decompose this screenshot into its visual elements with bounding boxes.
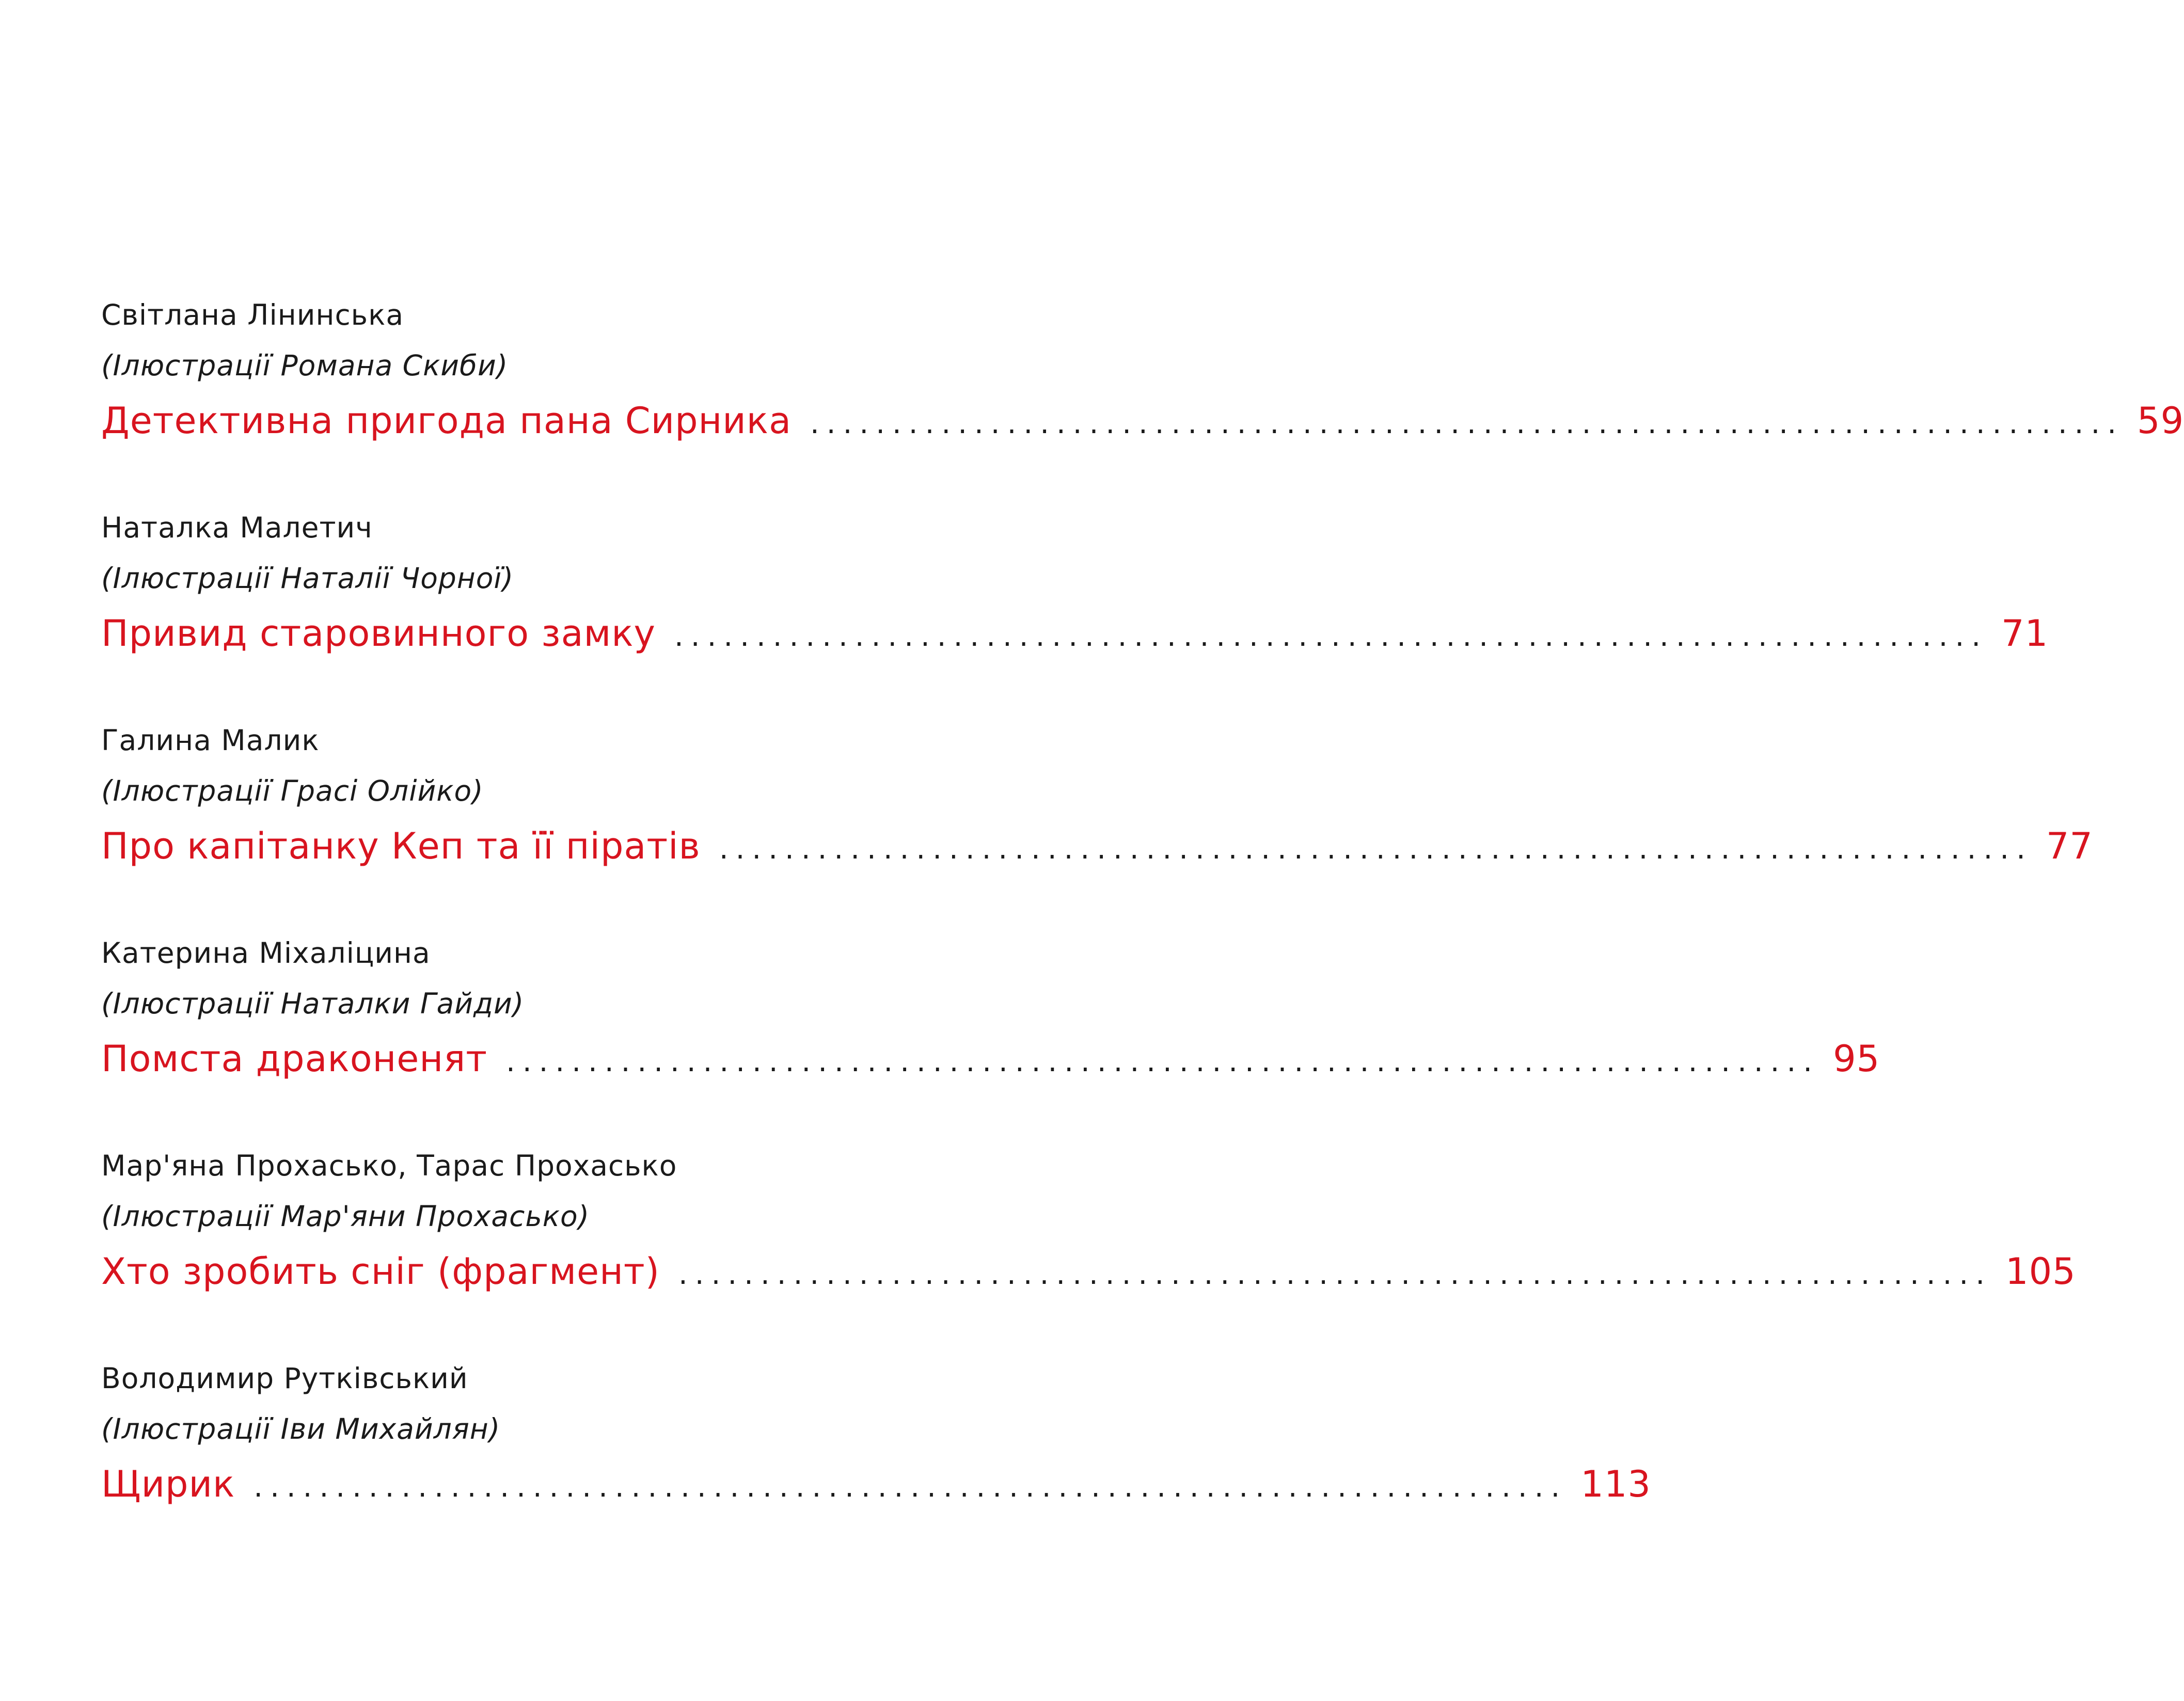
author-name: Мар'яна Прохасько, Тарас Прохасько <box>101 1149 677 1182</box>
author-name: Світлана Лінинська <box>101 298 404 331</box>
page-number: 95 <box>1833 1038 1880 1080</box>
illustrator-credit: (Ілюстрації Грасі Олійко) <box>101 774 484 807</box>
illustrator-credit: (Ілюстрації Мар'яни Прохасько) <box>101 1200 590 1233</box>
page-number: 59 <box>2137 400 2184 442</box>
illustrator-credit: (Ілюстрації Романа Скиби) <box>101 349 509 382</box>
page-number: 77 <box>2046 825 2093 867</box>
dot-leader: ................................................................................ <box>678 1258 1992 1291</box>
toc-entry <box>101 927 1880 1140</box>
illustrator-credit: (Ілюстрації Наталії Чорної) <box>101 562 514 595</box>
author-name: Наталка Малетич <box>101 511 373 544</box>
story-title: Детективна пригода пана Сирника <box>101 400 792 442</box>
page-number: 113 <box>1580 1463 1651 1505</box>
dot-leader: ................................................................................ <box>506 1045 1820 1078</box>
title-row <box>101 600 2049 667</box>
table-of-contents <box>101 289 2184 1565</box>
page-number: 71 <box>2001 612 2049 655</box>
page-number: 105 <box>2005 1250 2076 1293</box>
illustrator-credit: (Ілюстрації Наталки Гайди) <box>101 987 525 1020</box>
title-row <box>101 813 2093 880</box>
title-row <box>101 387 2184 454</box>
story-title: Щирик <box>101 1463 235 1505</box>
toc-entry <box>101 289 2184 502</box>
dot-leader: ................................................................................ <box>810 407 2124 440</box>
story-title: Помста драконенят <box>101 1038 488 1080</box>
author-name: Володимир Рутківський <box>101 1362 468 1395</box>
story-title: Хто зробить сніг (фрагмент) <box>101 1250 660 1293</box>
toc-entry <box>101 1353 1651 1565</box>
title-row <box>101 1451 1651 1518</box>
illustrator-credit: (Ілюстрації Іви Михайлян) <box>101 1412 501 1445</box>
title-row <box>101 1025 1880 1092</box>
story-title: Про капітанку Кеп та її піратів <box>101 825 701 867</box>
author-name: Галина Малик <box>101 724 320 757</box>
story-title: Привид старовинного замку <box>101 612 656 655</box>
toc-entry <box>101 714 2093 927</box>
author-name: Катерина Міхаліцина <box>101 936 431 969</box>
dot-leader: ................................................................................ <box>674 619 1988 653</box>
toc-entry <box>101 502 2049 714</box>
dot-leader: ................................................................................ <box>719 832 2033 866</box>
title-row <box>101 1238 2076 1305</box>
dot-leader: ................................................................................ <box>254 1470 1568 1504</box>
toc-entry <box>101 1140 2076 1353</box>
